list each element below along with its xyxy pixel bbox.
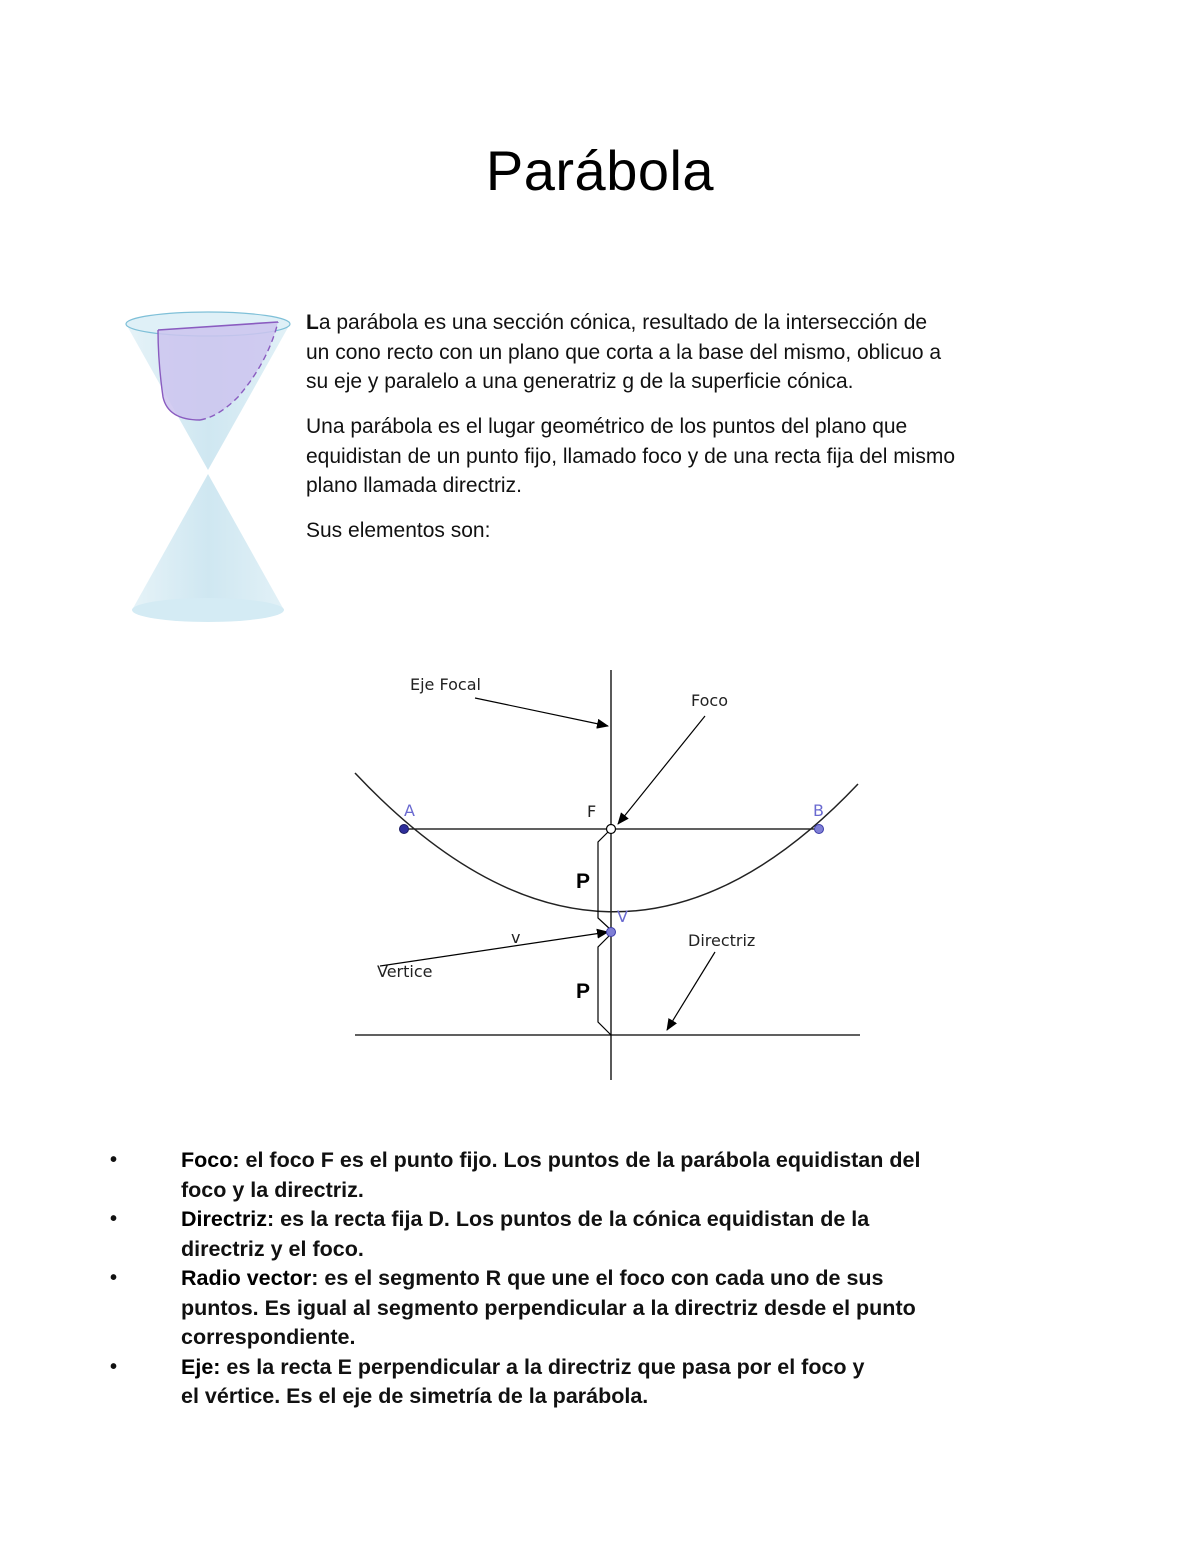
list-item-text: correspondiente. (181, 1325, 356, 1349)
page-title: Parábola (485, 139, 715, 202)
p-brace-upper (598, 829, 611, 930)
list-item-text: el foco F es el punto fijo. Los puntos de la parábola equidistan del (239, 1148, 921, 1172)
point-b (815, 825, 824, 834)
directriz-arrow (667, 952, 715, 1030)
intro-line: Una parábola es el lugar geométrico de los puntos del plano que (306, 415, 908, 438)
p-brace-lower (598, 934, 611, 1035)
label-v-upper: V (617, 907, 628, 926)
list-item-text: : es el segmento R que une el foco con cada uno de sus (311, 1266, 884, 1290)
label-v-lower: v (511, 928, 521, 947)
list-item-text: directriz y el foco. (181, 1236, 364, 1261)
list-item (110, 1353, 1070, 1412)
label-directriz: Directriz (688, 931, 756, 950)
point-v (607, 928, 616, 937)
eje-focal-arrow (475, 698, 608, 726)
list-item (110, 1146, 1070, 1205)
intro-line: su eje y paralelo a una generatriz g de la superficie cónica. (306, 370, 854, 393)
intro-paragraph-3: Sus elementos son: (306, 519, 491, 542)
elements-list (110, 1146, 1070, 1412)
list-item-text: puntos. Es igual al segmento perpendicular a la directriz desde el punto (181, 1295, 916, 1320)
parabola-diagram (340, 660, 880, 1090)
bullet-icon: • (110, 1149, 118, 1171)
drop-letter: L (306, 311, 319, 334)
point-f (607, 825, 616, 834)
label-b: B (813, 801, 824, 820)
label-eje-focal: Eje Focal (410, 675, 481, 694)
list-item-text: el vértice. Es el eje de simetría de la parábola. (181, 1384, 649, 1408)
double-cone-illustration (118, 302, 298, 632)
label-f: F (587, 802, 597, 821)
intro-paragraph-2 (306, 412, 1066, 501)
foco-arrow (618, 716, 705, 824)
list-item-text: foco y la directriz. (181, 1177, 364, 1202)
label-a: A (404, 801, 415, 820)
intro-line: plano llamada directriz. (306, 474, 522, 497)
list-item-text: : es la recta fija D. Los puntos de la cónica equidistan de la (267, 1207, 870, 1231)
label-p-lower: P (576, 980, 591, 1003)
vertice-arrow (380, 932, 608, 966)
list-item (110, 1205, 1070, 1264)
intro-paragraph-1 (306, 308, 1066, 397)
bullet-icon: • (110, 1267, 118, 1289)
list-item-term: Directriz (181, 1207, 268, 1231)
label-foco: Foco (691, 691, 729, 710)
label-vertice: Vertice (377, 962, 433, 981)
intro-line: un cono recto con un plano que corta a la base del mismo, oblicuo a (306, 340, 942, 364)
bullet-icon: • (110, 1355, 118, 1378)
list-item-term: Foco: (181, 1148, 240, 1172)
list-item (110, 1264, 1070, 1353)
intro-line: equidistan de un punto fijo, llamado foco y de una recta fija del mismo (306, 444, 956, 468)
list-item-term: Radio vector (181, 1266, 312, 1290)
bullet-icon: • (110, 1208, 118, 1230)
intro-line: a parábola es una sección cónica, resultado de la intersección de (318, 311, 928, 334)
point-a (400, 825, 409, 834)
list-item-term: Eje: (181, 1354, 221, 1379)
label-p-upper: P (576, 870, 591, 893)
list-item-text: es la recta E perpendicular a la directriz que pasa por el foco y (220, 1354, 865, 1379)
parabola-curve (355, 773, 858, 912)
